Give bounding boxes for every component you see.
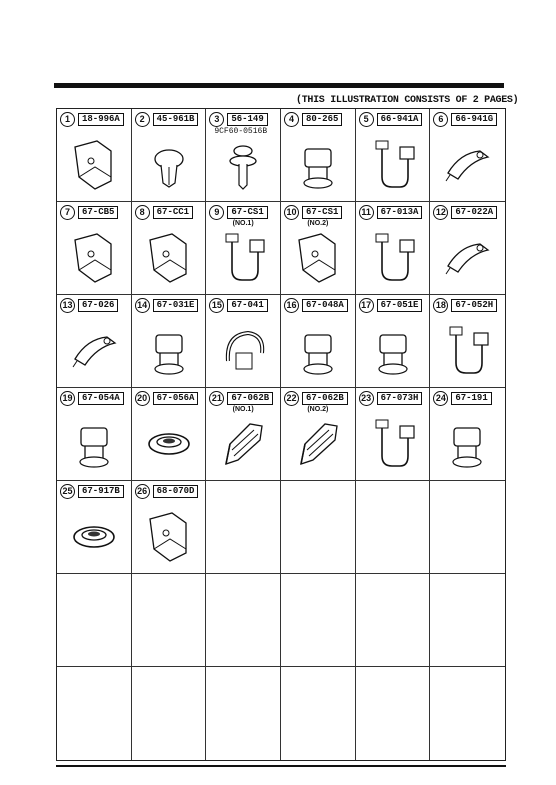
harness-clip-icon — [366, 416, 420, 474]
part-cell — [281, 109, 356, 202]
part-header — [60, 112, 124, 127]
part-number: 67-917B — [78, 485, 124, 498]
part-number: 67-191 — [451, 392, 491, 405]
part-number: 56-149 — [227, 113, 267, 126]
part-number: 66-941A — [377, 113, 423, 126]
empty-cell — [356, 574, 431, 667]
part-cell — [206, 202, 281, 295]
protector-icon — [291, 416, 345, 474]
part-cell — [57, 109, 132, 202]
part-variant: (NO.2) — [307, 406, 329, 413]
ref-number: 1 — [60, 112, 75, 127]
part-number: 67-062B — [302, 392, 348, 405]
empty-cell — [430, 574, 505, 667]
part-variant: (NO.1) — [232, 406, 254, 413]
top-rule — [54, 83, 504, 88]
clip-icon — [142, 323, 196, 381]
ref-number: 13 — [60, 298, 75, 313]
ref-number: 2 — [135, 112, 150, 127]
part-header — [433, 391, 491, 406]
part-header — [433, 298, 497, 313]
clamp-icon — [440, 230, 494, 288]
part-number: 67-048A — [302, 299, 348, 312]
empty-cell — [206, 574, 281, 667]
parts-grid — [56, 108, 506, 761]
ref-number: 8 — [135, 205, 150, 220]
push-clip-icon — [142, 137, 196, 195]
ref-number: 22 — [284, 391, 299, 406]
part-header — [284, 112, 342, 127]
ref-number: 11 — [359, 205, 374, 220]
part-number: 66-941G — [451, 113, 497, 126]
ref-number: 20 — [135, 391, 150, 406]
part-header — [209, 205, 267, 220]
part-cell — [430, 202, 505, 295]
band-clip-icon — [216, 323, 270, 381]
empty-cell — [356, 481, 431, 574]
ref-number: 9 — [209, 205, 224, 220]
part-header — [135, 112, 199, 127]
clip-icon — [67, 416, 121, 474]
ref-number: 26 — [135, 484, 150, 499]
part-header — [359, 391, 423, 406]
grommet-icon — [67, 509, 121, 567]
ref-number: 5 — [359, 112, 374, 127]
part-number: 67-CC1 — [153, 206, 193, 219]
clip-icon — [440, 416, 494, 474]
bracket-icon — [67, 230, 121, 288]
part-cell — [430, 109, 505, 202]
part-header — [284, 391, 348, 406]
part-variant: (NO.1) — [232, 220, 254, 227]
ref-number: 19 — [60, 391, 75, 406]
part-number: 67-054A — [78, 392, 124, 405]
part-cell — [132, 109, 207, 202]
part-header — [60, 391, 124, 406]
bracket-icon — [291, 230, 345, 288]
part-header — [359, 205, 423, 220]
part-header — [60, 484, 124, 499]
harness-clip-icon — [366, 230, 420, 288]
part-number: 18-996A — [78, 113, 124, 126]
empty-cell — [430, 667, 505, 760]
part-number: 67-051E — [377, 299, 423, 312]
empty-cell — [57, 574, 132, 667]
part-header — [135, 391, 199, 406]
part-cell — [57, 481, 132, 574]
part-cell — [356, 388, 431, 481]
part-header — [284, 298, 348, 313]
part-number: 68-070D — [153, 485, 199, 498]
part-header — [60, 205, 118, 220]
part-cell — [430, 295, 505, 388]
empty-cell — [281, 574, 356, 667]
part-number: 67-056A — [153, 392, 199, 405]
part-header — [209, 391, 273, 406]
ref-number: 14 — [135, 298, 150, 313]
harness-clip-icon — [440, 323, 494, 381]
clip-icon — [366, 323, 420, 381]
bracket-icon — [142, 230, 196, 288]
part-cell — [206, 109, 281, 202]
part-number: 67-026 — [78, 299, 118, 312]
grommet-icon — [142, 416, 196, 474]
part-cell — [430, 388, 505, 481]
part-number: 67-022A — [451, 206, 497, 219]
ref-number: 3 — [209, 112, 224, 127]
part-variant: (NO.2) — [307, 220, 329, 227]
part-cell — [206, 295, 281, 388]
ref-number: 24 — [433, 391, 448, 406]
empty-cell — [430, 481, 505, 574]
harness-clip-icon — [366, 137, 420, 195]
part-cell — [281, 295, 356, 388]
ref-number: 23 — [359, 391, 374, 406]
part-number: 67-CB5 — [78, 206, 118, 219]
part-number: 67-031E — [153, 299, 199, 312]
ref-number: 7 — [60, 205, 75, 220]
part-cell — [132, 388, 207, 481]
pages-note: (THIS ILLUSTRATION CONSISTS OF 2 PAGES) — [296, 95, 519, 106]
part-cell — [281, 388, 356, 481]
empty-cell — [281, 667, 356, 760]
protector-icon — [216, 416, 270, 474]
part-cell — [57, 295, 132, 388]
part-number: 67-041 — [227, 299, 267, 312]
ref-number: 17 — [359, 298, 374, 313]
part-cell — [132, 481, 207, 574]
part-cell — [356, 109, 431, 202]
empty-cell — [206, 667, 281, 760]
part-cell — [356, 295, 431, 388]
bracket-icon — [67, 137, 121, 195]
clamp-icon — [440, 137, 494, 195]
part-header — [209, 112, 267, 127]
empty-cell — [281, 481, 356, 574]
ref-number: 6 — [433, 112, 448, 127]
ref-number: 18 — [433, 298, 448, 313]
empty-cell — [356, 667, 431, 760]
part-cell — [57, 388, 132, 481]
part-header — [135, 484, 199, 499]
part-number: 67-CS1 — [302, 206, 342, 219]
empty-cell — [132, 667, 207, 760]
part-number: 67-052H — [451, 299, 497, 312]
part-number: 67-073H — [377, 392, 423, 405]
empty-cell — [132, 574, 207, 667]
ref-number: 4 — [284, 112, 299, 127]
bottom-rule — [56, 765, 506, 767]
ref-number: 16 — [284, 298, 299, 313]
part-header — [284, 205, 342, 220]
part-number: 67-062B — [227, 392, 273, 405]
empty-cell — [206, 481, 281, 574]
part-number: 80-265 — [302, 113, 342, 126]
ref-number: 12 — [433, 205, 448, 220]
ref-number: 10 — [284, 205, 299, 220]
ref-number: 15 — [209, 298, 224, 313]
clamp-icon — [67, 323, 121, 381]
part-header — [60, 298, 118, 313]
part-number: 67-013A — [377, 206, 423, 219]
clip-icon — [291, 137, 345, 195]
part-header — [433, 112, 497, 127]
part-cell — [132, 295, 207, 388]
part-cell — [132, 202, 207, 295]
part-cell — [206, 388, 281, 481]
part-number: 67-CS1 — [227, 206, 267, 219]
part-header — [135, 298, 199, 313]
empty-cell — [57, 667, 132, 760]
screw-grommet-icon — [216, 137, 270, 195]
bracket-icon — [142, 509, 196, 567]
part-cell — [356, 202, 431, 295]
alt-part-number: 9CF60-0516B — [214, 127, 268, 136]
clip-icon — [291, 323, 345, 381]
harness-clip-icon — [216, 230, 270, 288]
part-cell — [57, 202, 132, 295]
part-cell — [281, 202, 356, 295]
part-header — [433, 205, 497, 220]
part-header — [209, 298, 267, 313]
part-number: 45-961B — [153, 113, 199, 126]
part-header — [359, 298, 423, 313]
part-header — [359, 112, 423, 127]
part-header — [135, 205, 193, 220]
ref-number: 21 — [209, 391, 224, 406]
ref-number: 25 — [60, 484, 75, 499]
